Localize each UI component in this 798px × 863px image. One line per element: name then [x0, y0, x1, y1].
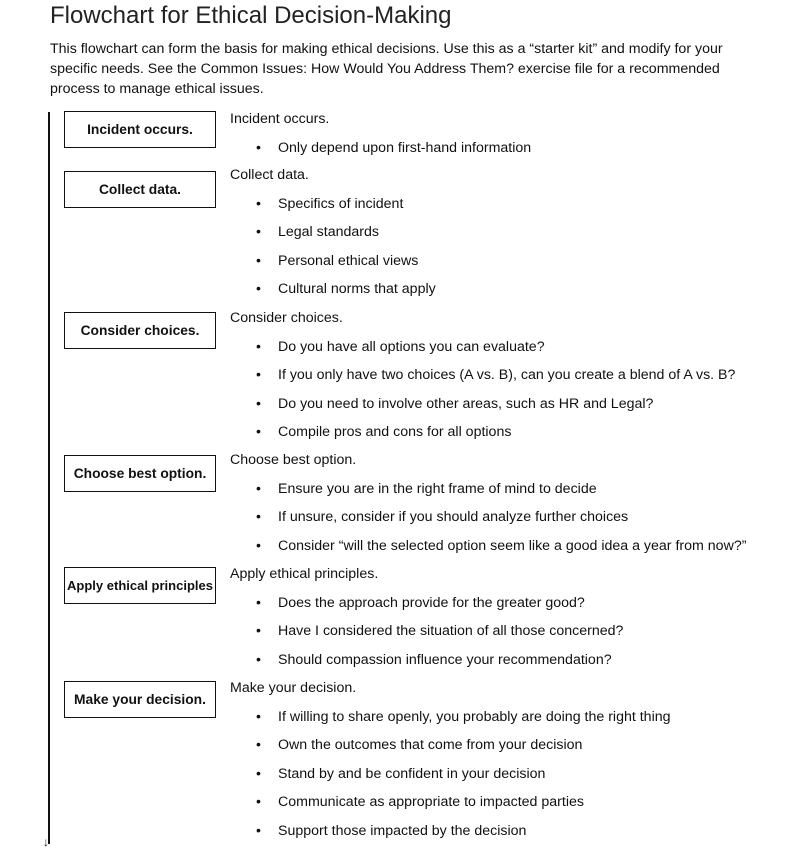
list-item [230, 252, 436, 281]
page-title: Flowchart for Ethical Decision-Making [50, 2, 452, 29]
list-item [230, 395, 735, 424]
list-item [230, 793, 671, 822]
list-item [230, 280, 436, 309]
flow-step-box: Choose best option. [64, 455, 216, 492]
bullet-text: Should compassion influence your recommendation? [278, 651, 612, 668]
step-heading: Consider choices. [230, 310, 343, 326]
step-details [230, 679, 671, 850]
bullet-text: Do you need to involve other areas, such as HR and Legal? [278, 395, 654, 412]
step-details [230, 166, 436, 309]
bullet-list [230, 594, 623, 680]
list-item [230, 822, 671, 851]
bullet-text: Consider “will the selected option seem like a good idea a year from now?” [278, 537, 747, 554]
bullet-text: If you only have two choices (A vs. B), can you create a blend of A vs. B? [278, 367, 736, 383]
list-item [230, 622, 623, 651]
list-item [230, 223, 436, 252]
step-heading: Incident occurs. [230, 111, 330, 127]
arrow-down-icon: ↓ [43, 835, 49, 849]
list-item [230, 508, 746, 537]
flow-step-box: Make your decision. [64, 681, 216, 718]
bullet-text: Support those impacted by the decision [278, 822, 527, 839]
flow-step-box: Consider choices. [64, 312, 216, 349]
list-item [230, 139, 531, 168]
step-heading: Choose best option. [230, 452, 357, 468]
list-item [230, 537, 746, 566]
step-details [230, 451, 746, 565]
list-item [230, 366, 735, 395]
bullet-text: Only depend upon first-hand information [278, 139, 532, 156]
flow-step-box: Collect data. [64, 171, 216, 208]
step-details [230, 110, 531, 167]
list-item [230, 765, 671, 794]
bullet-text: Compile pros and cons for all options [278, 424, 512, 440]
bullet-list [230, 480, 746, 566]
bullet-text: Have I considered the situation of all those concerned? [278, 623, 624, 639]
bullet-text: Stand by and be confident in your decision [278, 765, 546, 782]
list-item [230, 195, 436, 224]
flow-step-box: Apply ethical principles [64, 567, 216, 604]
bullet-text: Cultural norms that apply [278, 281, 436, 297]
flow-line [48, 112, 50, 844]
bullet-list [230, 338, 735, 452]
list-item [230, 736, 671, 765]
bullet-list [230, 708, 671, 851]
bullet-text: If unsure, consider if you should analyze further choices [278, 509, 629, 525]
list-item [230, 480, 746, 509]
bullet-text: Do you have all options you can evaluate? [278, 338, 545, 355]
bullet-text: Specifics of incident [278, 195, 404, 212]
flow-step-box: Incident occurs. [64, 111, 216, 148]
bullet-text: Does the approach provide for the greater good? [278, 594, 585, 611]
list-item [230, 423, 735, 452]
list-item [230, 594, 623, 623]
bullet-list [230, 195, 436, 309]
intro-paragraph: This flowchart can form the basis for making ethical decisions. Use this as a “starter kit” and modify for your specific needs. See the Common Issues: How Would You Address Them? exercise file for a recommended process to manage ethical issues. [50, 41, 723, 97]
list-item [230, 338, 735, 367]
step-details [230, 309, 735, 452]
bullet-text: Communicate as appropriate to impacted parties [278, 794, 584, 810]
bullet-text: Own the outcomes that come from your decision [278, 737, 583, 753]
bullet-text: If willing to share openly, you probably are doing the right thing [278, 708, 671, 725]
bullet-list [230, 139, 531, 168]
bullet-text: Legal standards [278, 224, 379, 240]
step-heading: Make your decision. [230, 680, 357, 696]
list-item [230, 708, 671, 737]
bullet-text: Ensure you are in the right frame of mind to decide [278, 480, 597, 497]
bullet-text: Personal ethical views [278, 252, 419, 269]
step-details [230, 565, 623, 679]
step-heading: Apply ethical principles. [230, 566, 379, 582]
list-item [230, 651, 623, 680]
step-heading: Collect data. [230, 167, 309, 183]
